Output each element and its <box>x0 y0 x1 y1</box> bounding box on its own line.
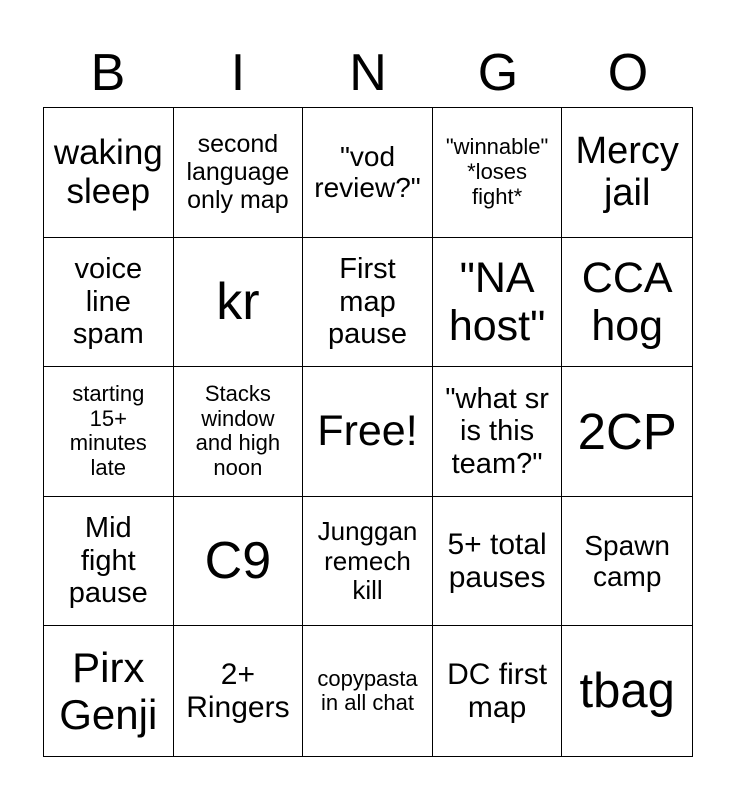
header-letter-o: O <box>607 44 649 102</box>
bingo-board <box>43 107 693 757</box>
bingo-cell-r4-c1[interactable]: Mid fight pause <box>44 497 174 627</box>
bingo-cell-r2-c2[interactable]: kr <box>174 238 304 368</box>
bingo-cell-r1-c2[interactable]: second language only map <box>174 108 304 238</box>
bingo-cell-r4-c5[interactable]: Spawn camp <box>562 497 692 627</box>
bingo-cell-r1-c5[interactable]: Mercy jail <box>562 108 692 238</box>
header-letter-b: B <box>90 44 126 102</box>
bingo-cell-r2-c4[interactable]: "NA host" <box>433 238 563 368</box>
bingo-cell-r3-c5[interactable]: 2CP <box>562 367 692 497</box>
bingo-cell-r1-c1[interactable]: waking sleep <box>44 108 174 238</box>
bingo-cell-r4-c4[interactable]: 5+ total pauses <box>433 497 563 627</box>
bingo-cell-r3-c4[interactable]: "what sr is this team?" <box>433 367 563 497</box>
bingo-cell-r1-c4[interactable]: "winnable" *loses fight* <box>433 108 563 238</box>
header-letter-g: G <box>477 44 519 102</box>
bingo-cell-r5-c2[interactable]: 2+ Ringers <box>174 626 304 756</box>
bingo-cell-r3-c3[interactable]: Free! <box>303 367 433 497</box>
bingo-cell-r5-c4[interactable]: DC first map <box>433 626 563 756</box>
bingo-cell-r2-c1[interactable]: voice line spam <box>44 238 174 368</box>
bingo-cell-r4-c2[interactable]: C9 <box>174 497 304 627</box>
bingo-cell-r2-c5[interactable]: CCA hog <box>562 238 692 368</box>
bingo-cell-r5-c1[interactable]: Pirx Genji <box>44 626 174 756</box>
bingo-cell-r2-c3[interactable]: First map pause <box>303 238 433 368</box>
bingo-cell-r5-c3[interactable]: copypasta in all chat <box>303 626 433 756</box>
header-letter-i: I <box>230 44 246 102</box>
bingo-cell-r5-c5[interactable]: tbag <box>579 663 675 718</box>
bingo-cell-r3-c1[interactable]: starting 15+ minutes late <box>44 367 174 497</box>
bingo-header <box>43 40 693 106</box>
bingo-cell-r3-c2[interactable]: Stacks window and high noon <box>174 367 304 497</box>
bingo-cell-r1-c3[interactable]: "vod review?" <box>303 108 433 238</box>
header-letter-n: N <box>349 44 387 102</box>
bingo-cell-r4-c3[interactable]: Junggan remech kill <box>303 497 433 627</box>
